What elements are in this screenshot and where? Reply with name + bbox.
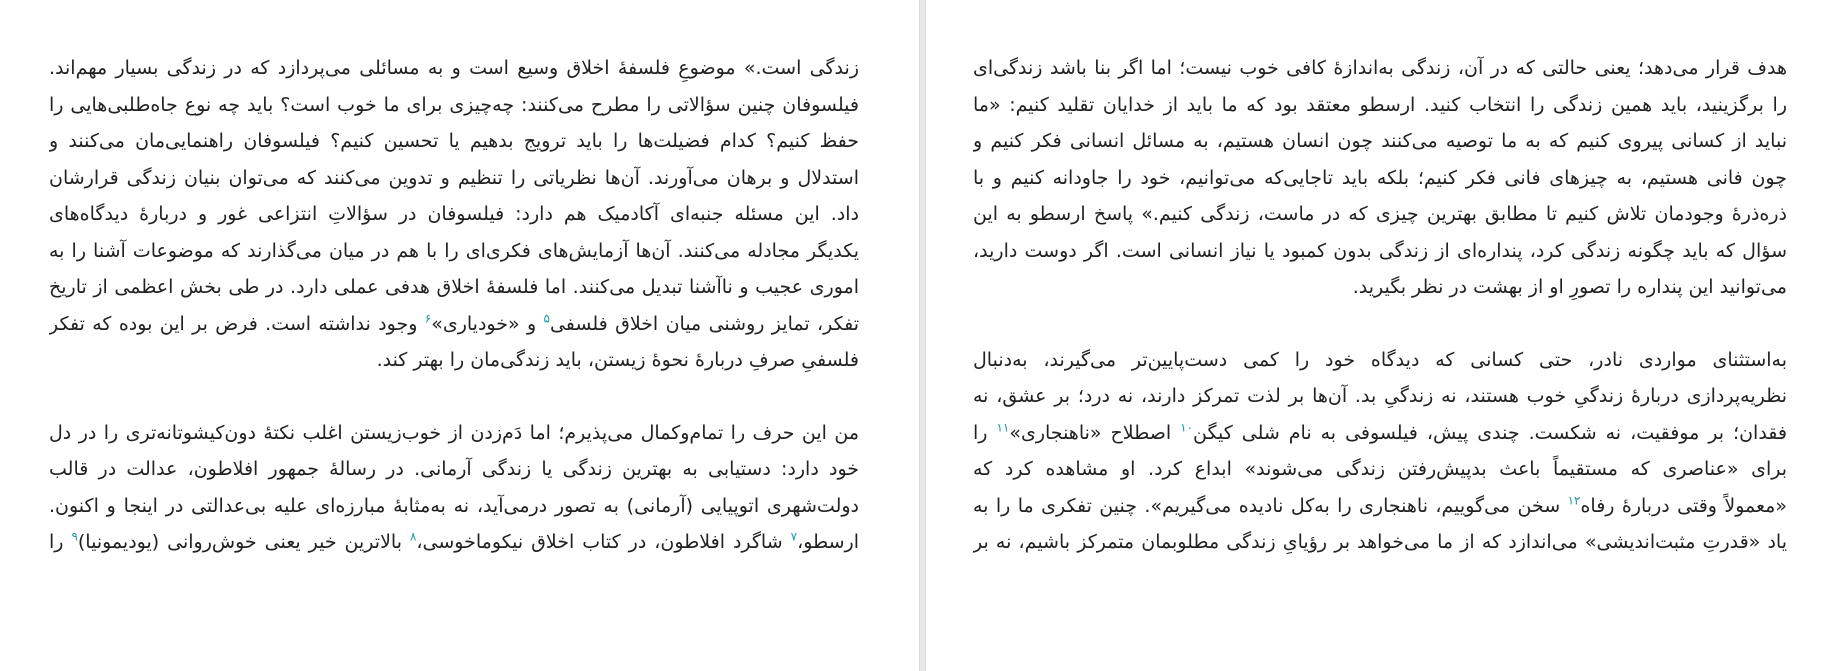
paragraph <box>973 50 1787 306</box>
right-page <box>925 0 1847 671</box>
left-page-text <box>49 50 859 561</box>
footnote-marker[interactable]: ۵ <box>543 311 550 326</box>
text-line: به‌استثنای مواردی نادر، حتی کسانی که دیدگاه خود را کمی دست‌پایین‌تر می‌گیرند، به‌دنبال <box>973 348 1787 371</box>
text-line: دولت‌شهری اتوپیایی (آرمانی) به تصور درمی‌آید، نه به‌مثابهٔ مبارزه‌ای علیه بی‌عدالتی در اینجا و اکنون. <box>49 494 859 517</box>
paragraph-gap <box>49 379 859 415</box>
text-line: خود دارد: دستیابی به بهترین زندگی یا زندگی آرمانی. در رسالهٔ جمهور افلاطون، عدالت در قالب <box>49 458 859 480</box>
text-line: هدف قرار می‌دهد؛ یعنی حالتی که در آن، زندگی به‌اندازهٔ کافی خوب نیست؛ اما اگر بنا باشد زندگی‌ای <box>973 57 1787 79</box>
text-line: زندگی است.» موضوعِ فلسفهٔ اخلاق وسیع است و به مسائلی می‌پردازد که در زندگی بسیار مهم‌اند. <box>49 57 859 79</box>
text-line: ارسطو،$^۷$ شاگرد افلاطون، در کتاب اخلاق نیکوماخوسی،$^۸$ بالاترین خیر یعنی خوش‌روانی (یودیمونیا)$^۹$ را <box>49 529 859 553</box>
text-line: سؤال که باید چگونه زندگی کرد، پنداره‌ای از زندگی بدون کمبود یا نیاز انسانی است. اگر دوست دارید، <box>973 239 1787 262</box>
paragraph <box>973 342 1787 561</box>
footnote-marker[interactable]: ۱۲ <box>1567 493 1581 508</box>
paragraph <box>49 50 859 379</box>
text-line: من این حرف را تمام‌وکمال می‌پذیرم؛ اما دَم‌زدن از خوب‌زیستن اغلب نکتهٔ دون‌کیشوتانه‌تری را در دل <box>49 421 859 444</box>
text-line: چون فانی هستیم، به چیزهای فانی فکر کنیم؛ بلکه باید تاجایی‌که می‌توانیم، خود را جاودانه کنیم و با <box>973 166 1787 189</box>
text-line: برای «عناصری که مستقیماً باعث بدپیش‌رفتن زندگی می‌شوند» ابداع کرد. او مشاهده کرد که <box>973 458 1787 480</box>
footnote-marker[interactable]: ۸ <box>409 529 417 544</box>
text-line: استدلال و برهان می‌آورند. آن‌ها نظریاتی را تنظیم و تدوین می‌کنند که می‌توان بنیان زندگی قرارشان <box>49 166 859 189</box>
text-line: نظریه‌پردازی دربارهٔ زندگیِ خوب هستند، نه زندگیِ بد. آن‌ها بر لذت تمرکز دارند، نه درد؛ بر عشق، نه <box>973 385 1787 407</box>
text-line: را برگزینید، باید همین زندگی را انتخاب کنید. ارسطو معتقد بود که ما باید از خدایان تقلید کنیم: «ما <box>973 93 1787 116</box>
footnote-marker[interactable]: ۶ <box>424 311 432 326</box>
text-line: داد. این مسئله جنبه‌ای آکادمیک هم دارد: فیلسوفان در سؤالاتِ انتزاعی غور و دربارهٔ دیدگاه‌های <box>49 203 859 225</box>
text-line: تفکر، تمایز روشنی میان اخلاق فلسفی$^۵$ و «خودیاری»$^۶$ وجود نداشته است. فرض بر این بوده که تفکر <box>49 311 859 335</box>
text-line: اموری عجیب و ناآشنا تبدیل می‌کنند. اما فلسفهٔ اخلاق هدفی عملی دارد. در طی بخش اعظمی از تاریخ <box>49 276 859 298</box>
text-line: می‌توانید این پنداره را تصورِ او از بهشت در نظر بگیرید. <box>1352 276 1787 298</box>
text-line: نباید از کسانی پیروی کنیم که به ما توصیه می‌کنند چون انسان هستیم، به مسائل انسانی فکر کنیم و <box>973 130 1787 152</box>
footnote-marker[interactable]: ۹ <box>71 529 78 544</box>
footnote-marker[interactable]: ۱۱ <box>996 420 1010 435</box>
text-line: یاد «قدرتِ مثبت‌اندیشی» می‌اندازد که از ما می‌خواهد بر رؤیایِ زندگی مطلوبمان متمرکز باشیم، نه بر <box>973 531 1787 553</box>
text-line: ذره‌ذرهٔ وجودمان تلاش کنیم تا مطابق بهترین چیزی که در ماست، زندگی کنیم.» پاسخ ارسطو به این <box>973 203 1787 225</box>
text-line: یکدیگر مجادله می‌کنند. آن‌ها آزمایش‌های فکری‌ای را با هم در میان می‌گذارند که موضوعات آشنا را به <box>49 239 859 262</box>
text-line: فیلسوفان چنین سؤالاتی را مطرح می‌کنند: چه‌چیزی برای ما خوب است؟ باید چه نوع جاه‌طلبی‌هایی را <box>49 93 859 116</box>
footnote-marker[interactable]: ۱۰ <box>1180 420 1194 435</box>
footnote-marker[interactable]: ۷ <box>790 529 798 544</box>
paragraph <box>49 415 859 561</box>
text-line: حفظ کنیم؟ کدام فضیلت‌ها را باید ترویج بدهیم یا تحسین کنیم؟ فیلسوفان راهنمایی‌مان می‌کنند و <box>49 130 859 152</box>
text-line: «معمولاً وقتی دربارهٔ رفاه$^{۱۲}$ سخن می‌گوییم، ناهنجاری را به‌کل نادیده می‌گیریم». چنین تفکری ما را به <box>973 493 1787 517</box>
text-line: فقدان؛ بر موفقیت، نه شکست. چندی پیش، فیلسوفی به نام شلی کیگن$^{۱۰}$ اصطلاح «ناهنجاری»$^{۱۱}$ را <box>973 420 1787 444</box>
right-page-text <box>973 50 1787 561</box>
paragraph-gap <box>973 306 1787 342</box>
text-line: فلسفیِ صرفِ دربارهٔ نحوهٔ زیستن، باید زندگی‌مان را بهتر کند. <box>376 349 859 371</box>
left-page <box>0 0 920 671</box>
